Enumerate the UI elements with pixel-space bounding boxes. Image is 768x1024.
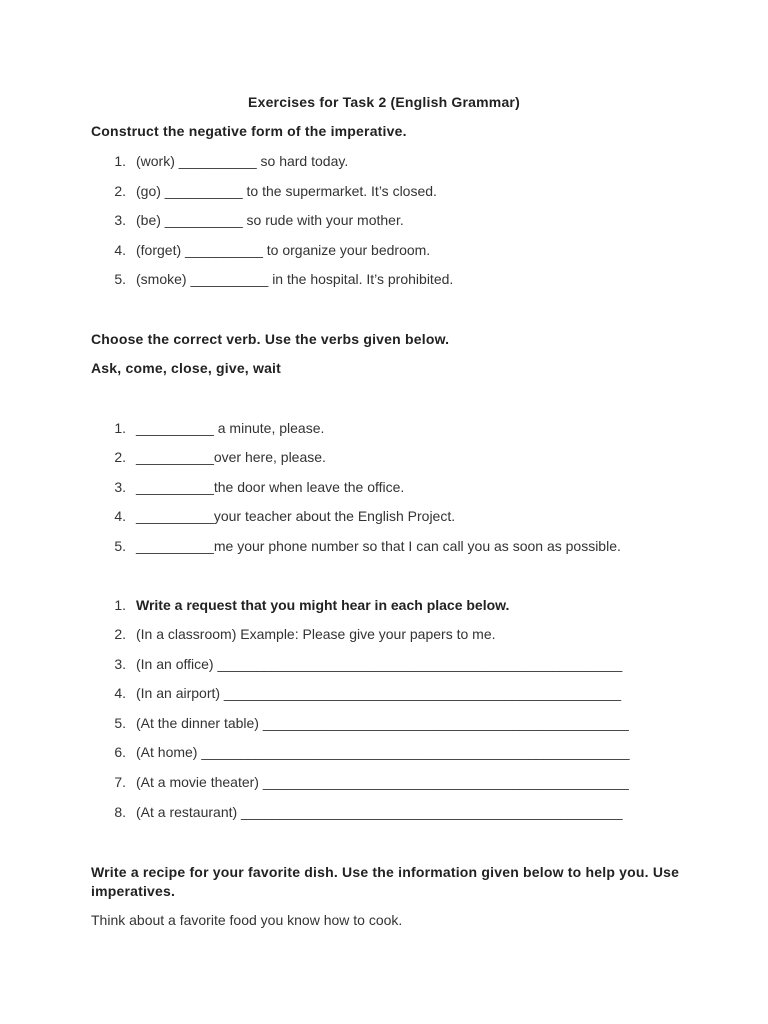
item-number: 4.: [114, 508, 126, 524]
document-title: Exercises for Task 2 (English Grammar): [248, 94, 520, 110]
item-text: __________ a minute, please.: [136, 420, 325, 436]
verb-list: Ask, come, close, give, wait: [91, 360, 282, 376]
item-text: (At the dinner table) _______________________________________________: [136, 715, 629, 731]
section3-heading: Write a request that you might hear in each place below.: [136, 597, 510, 613]
item-number: 3.: [114, 212, 126, 228]
item-text: (In a classroom) Example: Please give your papers to me.: [136, 626, 496, 642]
item-number: 6.: [114, 744, 126, 760]
item-number: 5.: [114, 715, 126, 731]
item-text: (In an office) ____________________________________________________: [136, 656, 623, 672]
item-number: 1.: [114, 597, 126, 613]
item-text: (smoke) __________ in the hospital. It’s prohibited.: [136, 271, 454, 287]
item-number: 5.: [114, 538, 126, 554]
item-text: __________your teacher about the English Project.: [136, 508, 456, 524]
item-text: (In an airport) ___________________________________________________: [136, 685, 622, 701]
section2-heading: Choose the correct verb. Use the verbs given below.: [91, 331, 450, 347]
item-text: __________the door when leave the office.: [136, 479, 405, 495]
section4-heading: Write a recipe for your favorite dish. Use the information given below to help you. Use imperatives.: [91, 864, 680, 899]
item-number: 8.: [114, 804, 126, 820]
item-number: 2.: [114, 183, 126, 199]
item-number: 3.: [114, 656, 126, 672]
item-number: 7.: [114, 774, 126, 790]
item-text: (At home) _______________________________________________________: [136, 744, 630, 760]
item-number: 4.: [114, 242, 126, 258]
item-text: (At a movie theater) _______________________________________________: [136, 774, 629, 790]
section1-heading: Construct the negative form of the imperative.: [91, 123, 407, 139]
section4-text: Think about a favorite food you know how to cook.: [91, 912, 403, 928]
item-number: 4.: [114, 685, 126, 701]
item-number: 1.: [114, 420, 126, 436]
item-text: __________me your phone number so that I can call you as soon as possible.: [136, 538, 621, 554]
item-text: (At a restaurant) _________________________________________________: [136, 804, 623, 820]
item-text: (be) __________ so rude with your mother.: [136, 212, 404, 228]
item-text: (work) __________ so hard today.: [136, 153, 349, 169]
item-number: 1.: [114, 153, 126, 169]
item-text: (go) __________ to the supermarket. It’s closed.: [136, 183, 437, 199]
item-number: 2.: [114, 626, 126, 642]
item-text: (forget) __________ to organize your bedroom.: [136, 242, 431, 258]
item-text: __________over here, please.: [136, 449, 326, 465]
item-number: 3.: [114, 479, 126, 495]
item-number: 5.: [114, 271, 126, 287]
item-number: 2.: [114, 449, 126, 465]
